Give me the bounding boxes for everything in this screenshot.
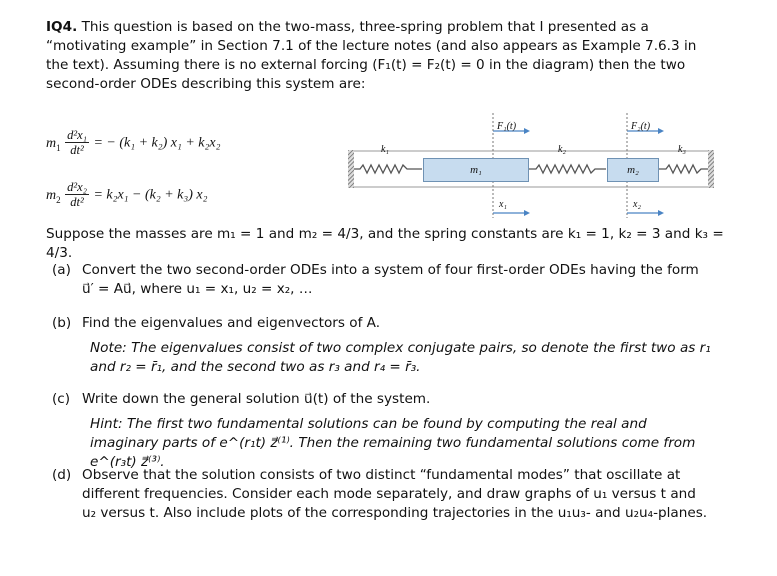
part-d-tag: (d) [52,467,72,483]
disp2-arrow [658,210,664,216]
eq1-mass: $m_1$ [46,135,61,153]
equation-2 [46,180,208,220]
spring1-label: k₁ [381,144,389,155]
mass-1: m₁ [423,158,529,182]
eq2-mass: $m_2$ [46,187,61,205]
part-c-hint: Hint: The first two fundamental solutions can be found by computing the real and imaginary parts of e^(r₁t) z⃗⁽¹⁾. Then the remaining two fundamental solutions come from e^(r₃t) z⃗⁽³⁾. [90,416,696,470]
mass-2: m₂ [607,158,659,182]
disp2-label: x₂ [633,199,641,210]
left-wall [348,150,354,188]
force2-arrow [658,128,664,134]
part-a [52,261,712,299]
spring-3 [658,165,708,173]
disp1-label: x₁ [499,199,507,210]
part-b-tag: (b) [52,315,72,331]
spring2-label: k₂ [558,144,566,155]
force1-label: F₁(t) [497,121,517,132]
part-d-text: Observe that the solution consists of two distinct “fundamental modes” that oscillate at different frequencies. Consider each mode separately, and draw graphs of u₁ versus t and u₂ versus t. Also include plots of the corresponding trajectories in the u₁u₃- and u₂u₄-planes. [82,467,708,521]
part-c [52,390,712,472]
part-a-text: Convert the two second-order ODEs into a system of four first-order ODEs having the form u⃗′ = Au⃗, where u₁ = x₁, u₂ = x₂, … [82,262,699,297]
part-c-tag: (c) [52,391,71,407]
eq1-rhs: = − (k₁ + k₂) x₁ + k₂x₂ [93,135,221,151]
right-wall [708,150,714,188]
spring-2 [528,165,606,173]
spring-1 [354,165,422,173]
part-b-text: Find the eigenvalues and eigenvectors of A. [82,315,381,331]
intro-text: This question is based on the two-mass, three-spring problem that I presented as a “motivating example” in Section 7.1 of the lecture notes (and also appears as Example 7.6.3 in the text). Assuming there is no external forcing (F₁(t) = F₂(t) = 0 in the diagram) then the two second-order ODEs describing this system are: [46,19,697,92]
intro-paragraph [46,18,714,94]
force2-label: F₂(t) [631,121,651,132]
disp1-arrow [524,210,530,216]
question-page [46,18,724,521]
given-values: Suppose the masses are m₁ = 1 and m₂ = 4/3, and the spring constants are k₁ = 1, k₂ = 3 and k₃ = 4/3. [46,226,724,261]
mass-spring-diagram [346,103,716,218]
spring3-label: k₃ [678,144,686,155]
diagram-lines [346,103,716,218]
part-d [52,466,712,523]
part-b-note: Note: The eigenvalues consist of two complex conjugate pairs, so denote the first two as r₁ and r₂ = r̄₁, and the second two as r₃ and r₄ = r̄₃. [90,340,711,375]
eq2-rhs: = k₂x₁ − (k₂ + k₃) x₂ [93,187,208,203]
eq2-derivative: $\frac{\text{d²x₂}}{\text{dt²}}$ [67,180,87,209]
part-a-tag: (a) [52,262,71,278]
part-b [52,314,712,377]
part-c-text: Write down the general solution u⃗(t) of the system. [82,391,431,407]
force1-arrow [524,128,530,134]
eq1-derivative: $\frac{\text{d²x₁}}{\text{dt²}}$ [67,128,87,157]
question-label: IQ4. [46,19,78,35]
equation-1 [46,128,220,168]
